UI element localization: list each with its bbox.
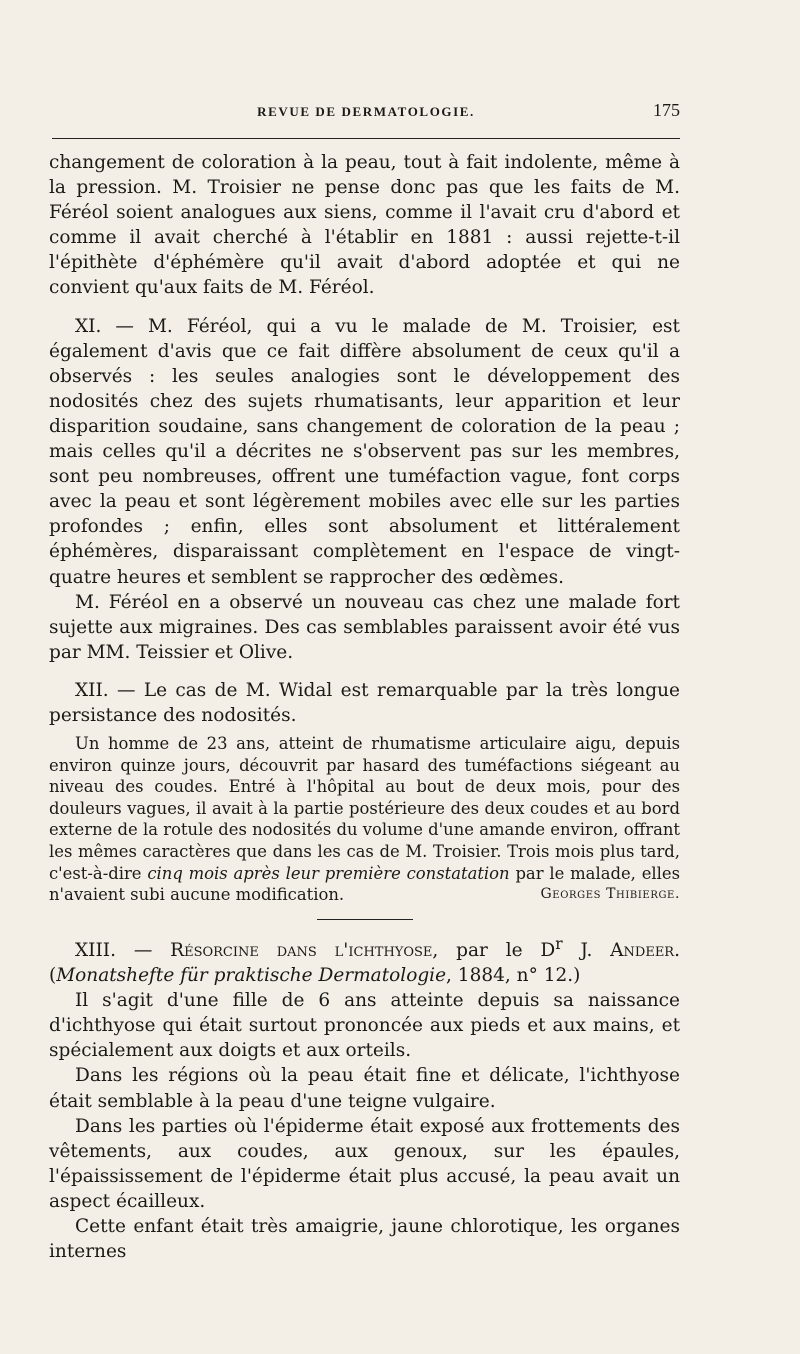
running-head: REVUE DE DERMATOLOGIE. [257, 104, 475, 119]
paragraph-gap [49, 665, 680, 678]
case-note-italic: cinq mois après leur première constatation [147, 863, 510, 883]
journal-tail: , 1884, n° 12.) [446, 965, 581, 987]
paragraph-xii: XII. — Le cas de M. Widal est remarquable par la très longue persistance des nodosités. [49, 679, 680, 726]
page-number: 175 [653, 100, 680, 120]
author-signature: Georges Thibierge. [540, 886, 680, 903]
paragraph-xiii-3: Dans les parties où l'épiderme était exposé aux frottements des vêtements, aux coudes, aux genoux, sur les épaules, l'épaississement de l'épiderme était plus accusé, la peau avait un aspect écailleux. [49, 1115, 680, 1212]
journal-name: Monatshefte für praktische Dermatologie [56, 965, 447, 987]
paragraph-continuation: changement de coloration à la peau, tout à fait indolente, même à la pression. M. Troisier ne pense donc pas que les faits de M. Féréol soient analogues aux siens, comme il l'avait cru d'abord et comme il avait cherché à l'établir en 1881 : aussi rejette-t-il l'épithète d'éphémère qu'il avait d'abord adoptée et qui ne convient qu'aux faits de M. Féréol. [49, 152, 680, 299]
journal-open: ( [49, 965, 57, 987]
author-prefix: par le D [438, 939, 556, 961]
case-note-text [49, 733, 680, 906]
section-title: Résorcine dans l'ichthyose, [170, 939, 439, 961]
paragraph-gap [49, 301, 680, 314]
paragraph-feréol-case: M. Féréol en a observé un nouveau cas chez une malade fort sujette aux migraines. Des cas semblables paraissent avoir été vus par MM. Teissier et Olive. [49, 591, 680, 663]
paragraph-xiii-4: Cette enfant était très amaigrie, jaune chlorotique, les organes internes [49, 1216, 680, 1263]
author-name: J. Andeer. [562, 939, 680, 961]
header-rule [52, 138, 680, 139]
section-separator [317, 919, 413, 920]
page-header [52, 100, 680, 128]
author-sup: r [555, 934, 563, 953]
case-note-text-start: Un homme de 23 ans, atteint de rhumatisme articulaire aigu, depuis environ quinze jours, découvrit par hasard des tuméfactions siégeant au niveau des coudes. Entré à l'hôpital au bout de deux mois, pour des douleurs vagues, il avait à la partie postérieure des deux coudes et au bord externe de la rotule des nodosités du volume d'une amande environ, offrant les mêmes caractères que dans les cas de M. Troisier. Trois mois plus tard, c'est-à-dire [49, 734, 680, 883]
case-note-text-end: par le malade, elles n'avaient subi aucune modification. [49, 863, 680, 905]
body-text [49, 150, 680, 1264]
paragraph-xi: XI. — M. Féréol, qui a vu le malade de M. Troisier, est également d'avis que ce fait diffère absolument de ceux qu'il a observés : les seules analogies sont le développement des nodosités chez des sujets rhumatisants, leur apparition et leur disparition soudaine, sans changement de coloration de la peau ; mais celles qu'il a décrites ne s'observent pas sur les membres, sont peu nombreuses, offrent une tuméfaction vague, font corps avec la peau et sont légèrement mobiles avec elle sur les parties profondes ; enfin, elles sont absolument et littéralement éphémères, disparaissant complètement en l'espace de vingt-quatre heures et semblent se rapprocher des œdèmes. [49, 315, 680, 588]
case-note [49, 733, 680, 906]
paragraph-xiii-2: Dans les régions où la peau était fine et délicate, l'ichthyose était semblable à la peau d'une teigne vulgaire. [49, 1065, 680, 1112]
section-xiii-heading [49, 932, 680, 988]
section-number: XIII. — [75, 939, 171, 961]
paragraph-xiii-1: Il s'agit d'une fille de 6 ans atteinte depuis sa naissance d'ichthyose qui était surtout prononcée aux pieds et aux mains, et spécialement aux doigts et aux orteils. [49, 990, 680, 1062]
